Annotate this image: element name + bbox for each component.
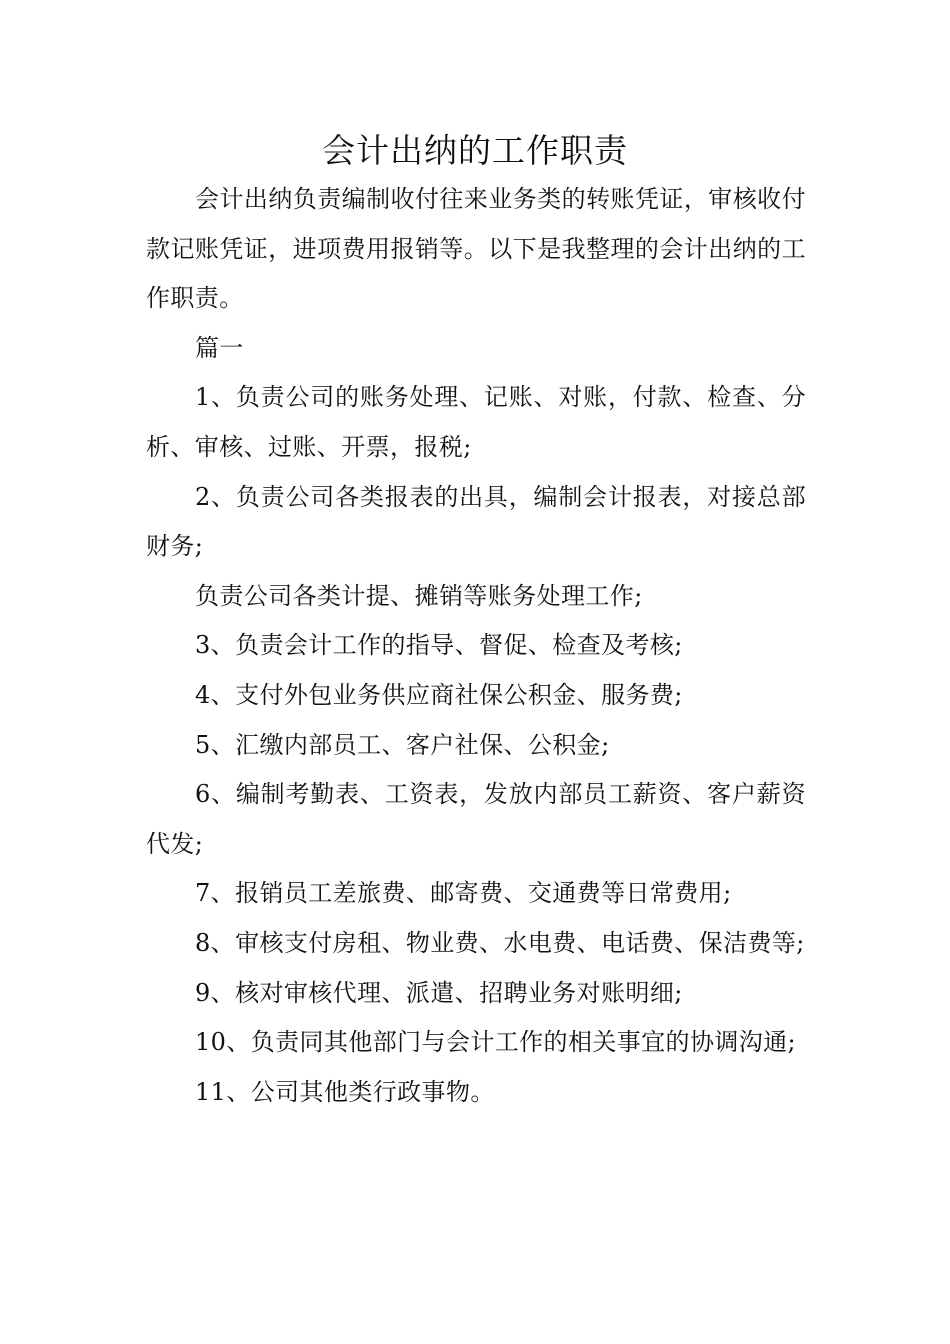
duty-item-8: 8、审核支付房租、物业费、水电费、电话费、保洁费等;	[195, 928, 805, 957]
duty-item-7: 7、报销员工差旅费、邮寄费、交通费等日常费用;	[195, 879, 732, 908]
duty-item-6: 6、编制考勤表、工资表，发放内部员工薪资、客户薪资代发;	[146, 780, 806, 858]
duty-item-2: 2、负责公司各类报表的出具，编制会计报表，对接总部财务;	[146, 482, 806, 561]
duty-item-10: 10、负责同其他部门与会计工作的相关事宜的协调沟通;	[195, 1028, 797, 1057]
duty-item-5: 5、汇缴内部员工、客户社保、公积金;	[195, 730, 610, 759]
duty-item-1: 1、负责公司的账务处理、记账、对账，付款、检查、分析、审核、过账、开票，报税;	[146, 383, 806, 461]
duty-item-3: 3、负责会计工作的指导、督促、检查及考核;	[195, 631, 683, 660]
duty-item-9: 9、核对审核代理、派遣、招聘业务对账明细;	[195, 978, 683, 1007]
intro-paragraph: 会计出纳负责编制收付往来业务类的转账凭证，审核收付款记账凭证，进项费用报销等。以下是我整理的会计出纳的工作职责。	[146, 185, 806, 313]
duty-item-4: 4、支付外包业务供应商社保公积金、服务费;	[195, 680, 683, 709]
document-body	[146, 175, 806, 1117]
duty-item-2-note: 负责公司各类计提、摊销等账务处理工作;	[195, 581, 643, 610]
document-title: 会计出纳的工作职责	[322, 131, 628, 170]
duty-item-11: 11、公司其他类行政事物。	[195, 1077, 495, 1106]
section-heading: 篇一	[195, 333, 244, 362]
